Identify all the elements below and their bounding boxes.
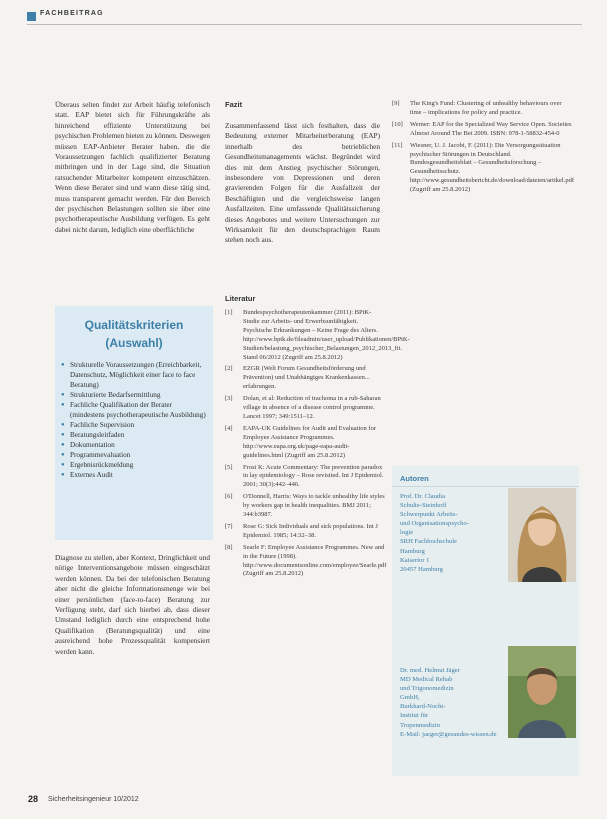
criteria-item: ● Dokumentation	[61, 440, 207, 450]
header-rule	[27, 24, 582, 25]
author-2-photo	[508, 646, 576, 738]
literature-list-continued	[392, 100, 575, 198]
literature-number: [5]	[225, 463, 233, 471]
author-1-photo	[508, 488, 576, 582]
author-2-line: Tropenmedizin	[400, 721, 441, 729]
literature-item	[225, 544, 385, 580]
literature-text: Dolan, et al: Reduction of trachoma in a rub-Saharan village in absence of a disease control programme. Lancet 1997; 349:1511–12.	[243, 395, 381, 420]
literature-item	[392, 121, 572, 139]
author-1-line: Hamburg	[400, 547, 425, 555]
literature-text: Frost K: Acute Commentary: The prevention paradox in lay epidemiology – Rose revisited. Int J Epidemiol. 2001; 30(3):442–446.	[243, 463, 384, 489]
literature-item	[225, 309, 410, 362]
literature-heading: Literatur	[225, 294, 256, 303]
literature-number: [9]	[392, 100, 400, 107]
criteria-item: ● Ergebnisrückmeldung	[61, 460, 207, 470]
author-2-line: E-Mail: jaeger@gesundes-wissen.de	[400, 730, 497, 738]
column-1-lower-text: Diagnose zu stellen, aber Kontext, Dringlichkeit und nötige Interventionsangebote müssen eingeschätzt werden können. Da bei der telefonischen Beratung aber nicht die gleiche Informationsmenge wie bei einer persönlichen (face-to-face) Beratung zur Verfügung steht, darf sich hierbei ab, dass dieser Umstand lediglich durch eine entsprechend hohe Qualifikation (Beratungsqualität) und eine ausreichend hohe Prozessqualität kompensiert werden kann.	[55, 553, 210, 656]
literature-text: The King's Fund: Clustering of unhealthy behaviours over time – implications for policy and practice.	[410, 100, 562, 116]
author-1-line: SRH Fachhochschule	[400, 538, 457, 546]
literature-item	[225, 425, 385, 461]
author-2-info	[400, 666, 505, 739]
literature-number: [11]	[392, 141, 403, 149]
author-1-line: und Organisationspsycho-	[400, 520, 469, 528]
author-1-info	[400, 492, 505, 574]
column-2	[225, 100, 380, 246]
literature-text: Werner: EAP for the Specialized Way Service Open. Societies Almost Around The Bet 2009. ISBN: 978-1-58832-454-0	[410, 120, 572, 137]
literature-number: [7]	[225, 522, 233, 530]
box-title	[55, 316, 213, 352]
literature-number: [2]	[225, 365, 233, 373]
author-1-line: logie	[400, 529, 414, 537]
literature-item	[225, 464, 385, 491]
literature-text: EZGR (Welt Forum Gesundheitsförderung und Prävention) und Unabhängiges Krankenkassen... erfahrungen.	[243, 365, 370, 391]
literature-number: [6]	[225, 493, 233, 501]
author-2-line: MD Medical Rehab	[400, 676, 453, 684]
box-title-line-1: Qualitätskriterien	[84, 318, 184, 332]
author-2-line: Dr. med. Helmut Jäger	[400, 667, 460, 674]
authors-heading: Autoren	[400, 474, 429, 483]
author-1-line: Prof. Dr. Claudia	[400, 493, 446, 500]
literature-number: [4]	[225, 424, 233, 432]
literature-text: O'Donnell, Harris: Ways to tackle unhealthy life styles by workers gap in health inequalities. BMJ 2011; 344:b3987.	[243, 493, 385, 519]
literature-item	[225, 365, 385, 392]
criteria-item: ● Strukturelle Voraussetzungen (Erreichbarkeit, Datenschutz, Möglichkeit einer face to face Beratung)	[61, 360, 207, 390]
literature-number: [3]	[225, 395, 233, 403]
page-number: 28	[28, 794, 39, 804]
box-title-line-2: (Auswahl)	[105, 336, 163, 350]
fazit-text: Zusammenfassend lässt sich festhalten, dass die Bedeutung externer Mitarbeiterberatung (EAP) innerhalb des betrieblichen Gesundheitsmanagements wächst. Begründet wird dies mit dem Anstieg psychischer Störungen, insbesondere von Depressionen und deren gravierenden Folgen für die Ausfallzeit der Beschäftigten und die vergleichsweise langen Ausfallzeiten. Eine umfassende Qualitätssicherung dieses Angebotes und weitere Untersuchungen zur Wirksamkeit für den deutschsprachigen Raum stehen noch aus.	[225, 121, 380, 245]
author-2-line: Institut für	[400, 712, 429, 720]
literature-text: Rose G: Sick Individuals and sick populations. Int J Epidemiol. 1985; 14:32–38.	[243, 522, 378, 539]
criteria-item: ● Externes Audit	[61, 470, 207, 480]
literature-number: [10]	[392, 120, 403, 128]
column-1-text: Überaus selten findet zur Arbeit häufig telefonisch statt. EAP bietet sich für Führungskräfte als hinreichend effiziente Unterstützung bei psychischen Problemen bieten zu können. Deswegen müssen EAP-Anbieter Berater haben, die die Voraussetzungen fachlich qualifizierter Beratung mitbringen und in der Lage sind, die Situation ratsuchender Mitarbeiter kompetent einzuschätzen. Wenn diese Berater sind und wann diese tätig sind, muss transparent gemacht werden. Für den Bereich der psychischen Belastungen sollten sie über eine psychotherapeutische Ausbildung verfügen. Es geht dabei nicht darum, lediglich eine oberflächliche	[55, 100, 210, 234]
authors-rule	[392, 486, 579, 487]
section-label: FACHBEITRAG	[40, 10, 104, 17]
literature-item	[392, 141, 575, 195]
literature-item	[225, 523, 385, 541]
author-2-line: GmbH,	[400, 694, 420, 702]
author-1-line: 20457 Hamburg	[400, 565, 443, 573]
literature-text: Bundespsychotherapeutenkammer (2011): BPtK-Studie zur Arbeits- und Erwerbsunfähigkeit. Psychische Erkrankungen – Keine Frage des Alters. http://www.bptk.de/fileadmin/user_upload/Publikationen/BPtK-Studien/belastung_psychischer_Belastungen_2012_2013_fit. Stand 06/2012 (Zugriff am 25.8.2012)	[243, 309, 410, 361]
footer-journal: Sicherheitsingenieur 10/2012	[48, 796, 139, 803]
author-1-line: Schwerpunkt Arbeits-	[400, 511, 458, 519]
criteria-item: ● Beratungsleitfaden	[61, 430, 207, 440]
criteria-item: ● Programmevaluation	[61, 450, 207, 460]
fazit-heading: Fazit	[225, 100, 243, 109]
header-accent-square	[27, 12, 36, 21]
author-1-line: Schulte-Steinhoff	[400, 502, 447, 510]
author-2-line: und Trigonomedizin	[400, 685, 454, 693]
author-1-line: Kaisertor 1	[400, 556, 430, 564]
literature-text: Wiesner, U. J. Jacobi, F. (2011): Die Versorgungssituation psychischer Störungen in Deutschland. Bundesgesundheitsblatt – Gesundheitsforschung – Gesundheitsschutz. http://www.gesundheitsbericht.de/download/dateien/artikel.pdf (Zugriff am 25.8.2012)	[410, 141, 575, 194]
literature-text: Searle F: Employee Assistance Programmes. New and in the Future (1998). http://www.documentsonline.com/employee/Searle.pdf (Zugriff am 25.8.2012)	[243, 543, 387, 578]
criteria-item: ● Fachliche Supervision	[61, 420, 207, 430]
criteria-item: ● Strukturierte Bedarfsermittlung	[61, 390, 207, 400]
literature-number: [8]	[225, 543, 233, 551]
literature-text: EAPA-UK Guidelines for Audit and Evaluation for Employee Assistance Programmes. http://www.eapa.org.uk/page-eapa-audit-guidelines.html (Zugriff am 25.8.2012)	[243, 424, 376, 459]
literature-item	[392, 100, 572, 118]
literature-number: [1]	[225, 309, 233, 316]
author-2-line: Burkhard-Nocht-	[400, 703, 446, 711]
criteria-list	[55, 360, 213, 480]
literature-item	[225, 395, 385, 422]
literature-item	[225, 493, 385, 520]
criteria-item: ● Fachliche Qualifikation der Berater (mindestens psychotherapeutische Ausbildung)	[61, 400, 207, 420]
quality-criteria-box	[55, 306, 213, 540]
